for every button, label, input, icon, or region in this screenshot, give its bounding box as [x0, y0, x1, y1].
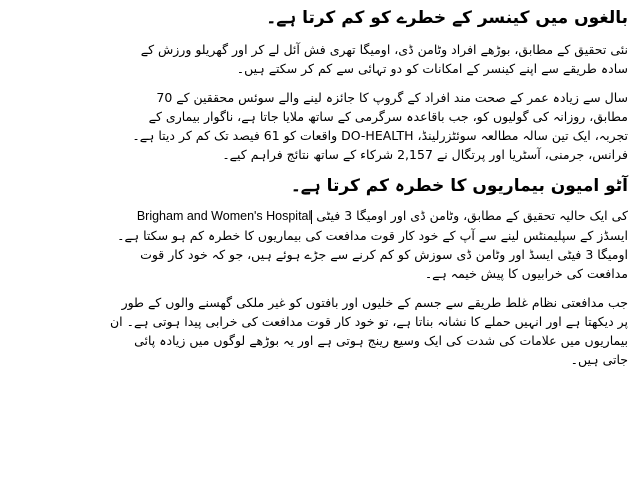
paragraph-research-intro	[10, 40, 628, 78]
paragraph-line: سال سے زیادہ عمر کے صحت مند افراد کے گروپ کا جائزہ لینے والے سوئس محققین کے 70	[156, 90, 628, 105]
paragraph-line: ایسڈز کے سپلیمنٹس لینے سے آپ کے خود کار قوت مدافعت کی بیماریوں کا خطرہ کم ہو سکتا ہے۔	[117, 228, 628, 243]
paragraph-immune-system	[10, 293, 628, 369]
text-cursor	[311, 210, 312, 224]
paragraph-line: تجربہ، ایک تین سالہ مطالعہ سوئٹزرلینڈ، DO-HEALTH واقعات کو 61 فیصد تک کم کر دیتا ہے۔	[132, 128, 628, 143]
heading-cancer-risk: بالغوں میں کینسر کے خطرے کو کم کرتا ہے۔	[266, 8, 628, 28]
paragraph-line: مدافعت کی خرابیوں کا پیش خیمہ ہے۔	[424, 266, 628, 281]
paragraph-line	[10, 206, 628, 226]
paragraph-line: فرانس، جرمنی، آسٹریا اور پرتگال نے 2,157 شرکاء کے ساتھ نتائج فراہم کیے۔	[222, 147, 628, 162]
paragraph-line: جب مدافعتی نظام غلط طریقے سے جسم کے خلیوں اور بافتوں کو غیر ملکی گھسنے والوں کے طور	[121, 295, 628, 310]
paragraph-line: پر دیکھتا ہے اور انہیں حملے کا نشانہ بناتا ہے، تو خود کار قوت مدافعت کی خرابی پیدا ہوتی ہے۔ ان	[110, 314, 628, 329]
paragraph-line: سادہ طریقے سے اپنے کینسر کے امکانات کو دو تہائی سے کم کر سکتے ہیں۔	[236, 61, 628, 76]
hospital-name[interactable]	[137, 209, 312, 223]
paragraph-line: مطابق، روزانہ کی گولیوں کو، جب باقاعدہ سرگرمی کے ساتھ ملایا جاتا ہے، ناگوار بیماری کے	[148, 109, 628, 124]
paragraph-brigham-study	[10, 206, 628, 283]
hospital-name-text: Brigham and Women's Hospital	[136, 209, 312, 223]
paragraph-line: اومیگا 3 فیٹی ایسڈ اور وٹامن ڈی سوزش کو کم کرنے سے جڑے ہوئے ہیں، جو کہ خود کار قوت	[140, 247, 628, 262]
heading-autoimmune-risk: آٹو امیون بیماریوں کا خطرہ کم کرتا ہے۔	[290, 176, 628, 196]
paragraph-do-health-study	[10, 88, 628, 164]
paragraph-line: بیماریوں میں علامات کی شدت کی ایک وسیع رینج ہوتی ہے اور یہ بوڑھے لوگوں میں زیادہ پائی	[134, 333, 628, 348]
paragraph-line-urdu-segment: کی ایک حالیہ تحقیق کے مطابق، وٹامن ڈی اور اومیگا 3 فیٹی	[316, 208, 628, 223]
paragraph-line: جاتی ہیں۔	[570, 352, 628, 367]
paragraph-line: نئی تحقیق کے مطابق، بوڑھے افراد وٹامن ڈی، اومیگا تھری فش آئل لے کر اور گھریلو ورزش کے	[140, 42, 628, 57]
